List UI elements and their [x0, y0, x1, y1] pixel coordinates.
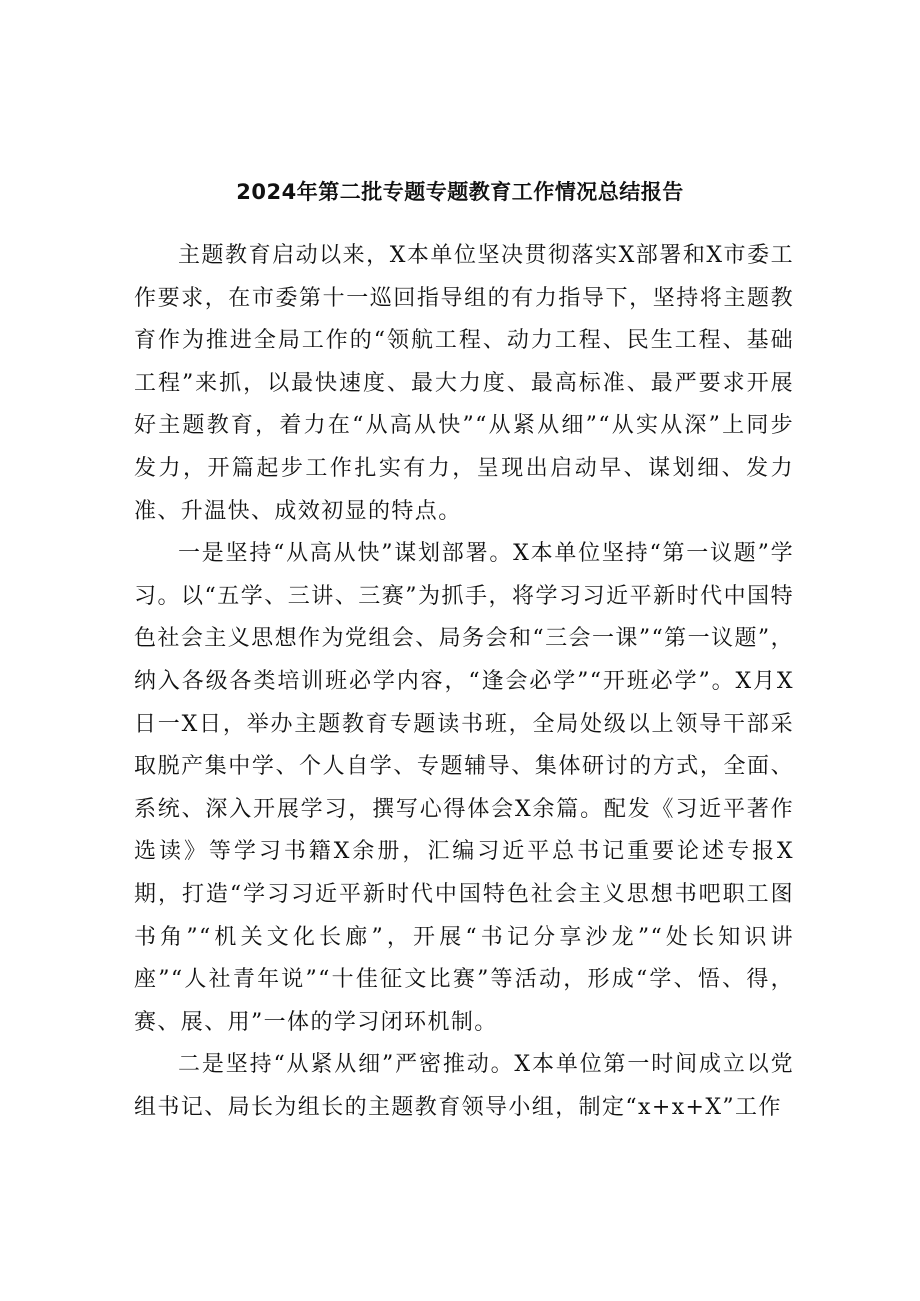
document-title: 2024年第二批专题专题教育工作情况总结报告: [236, 180, 684, 204]
paragraph-intro: 主题教育启动以来，X本单位坚决贯彻落实X部署和X市委工作要求，在市委第十一巡回指导组的有力指导下，坚持将主题教育作为推进全局工作的“领航工程、动力工程、民生工程、基础工程”来抓，以最快速度、最大力度、最高标准、最严要求开展好主题教育，着力在“从高从快”“从紧从细”“从实从深”上同步发力，开篇起步工作扎实有力，呈现出启动早、谋划细、发力准、升温快、成效初显的特点。: [134, 243, 794, 524]
document-body: [134, 235, 794, 1129]
paragraph-point-two: 二是坚持“从紧从细”严密推动。X本单位第一时间成立以党组书记、局长为组长的主题教育领导小组，制定“x+x+X”工作: [134, 1052, 794, 1120]
paragraph-point-one: 一是坚持“从高从快”谋划部署。X本单位坚持“第一议题”学习。以“五学、三讲、三赛”为抓手，将学习习近平新时代中国特色社会主义思想作为党组会、局务会和“三会一课”“第一议题”，纳入各级各类培训班必学内容，“逢会必学”“开班必学”。X月X日一X日，举办主题教育专题读书班，全局处级以上领导干部采取脱产集中学、个人自学、专题辅导、集体研讨的方式，全面、系统、深入开展学习，撰写心得体会X余篇。配发《习近平著作选读》等学习书籍X余册，汇编习近平总书记重要论述专报X期，打造“学习习近平新时代中国特色社会主义思想书吧职工图书角”“机关文化长廊”，开展“书记分享沙龙”“处长知识讲座”“人社青年说”“十佳征文比赛”等活动，形成“学、悟、得，赛、展、用”一体的学习闭环机制。: [134, 541, 794, 1035]
